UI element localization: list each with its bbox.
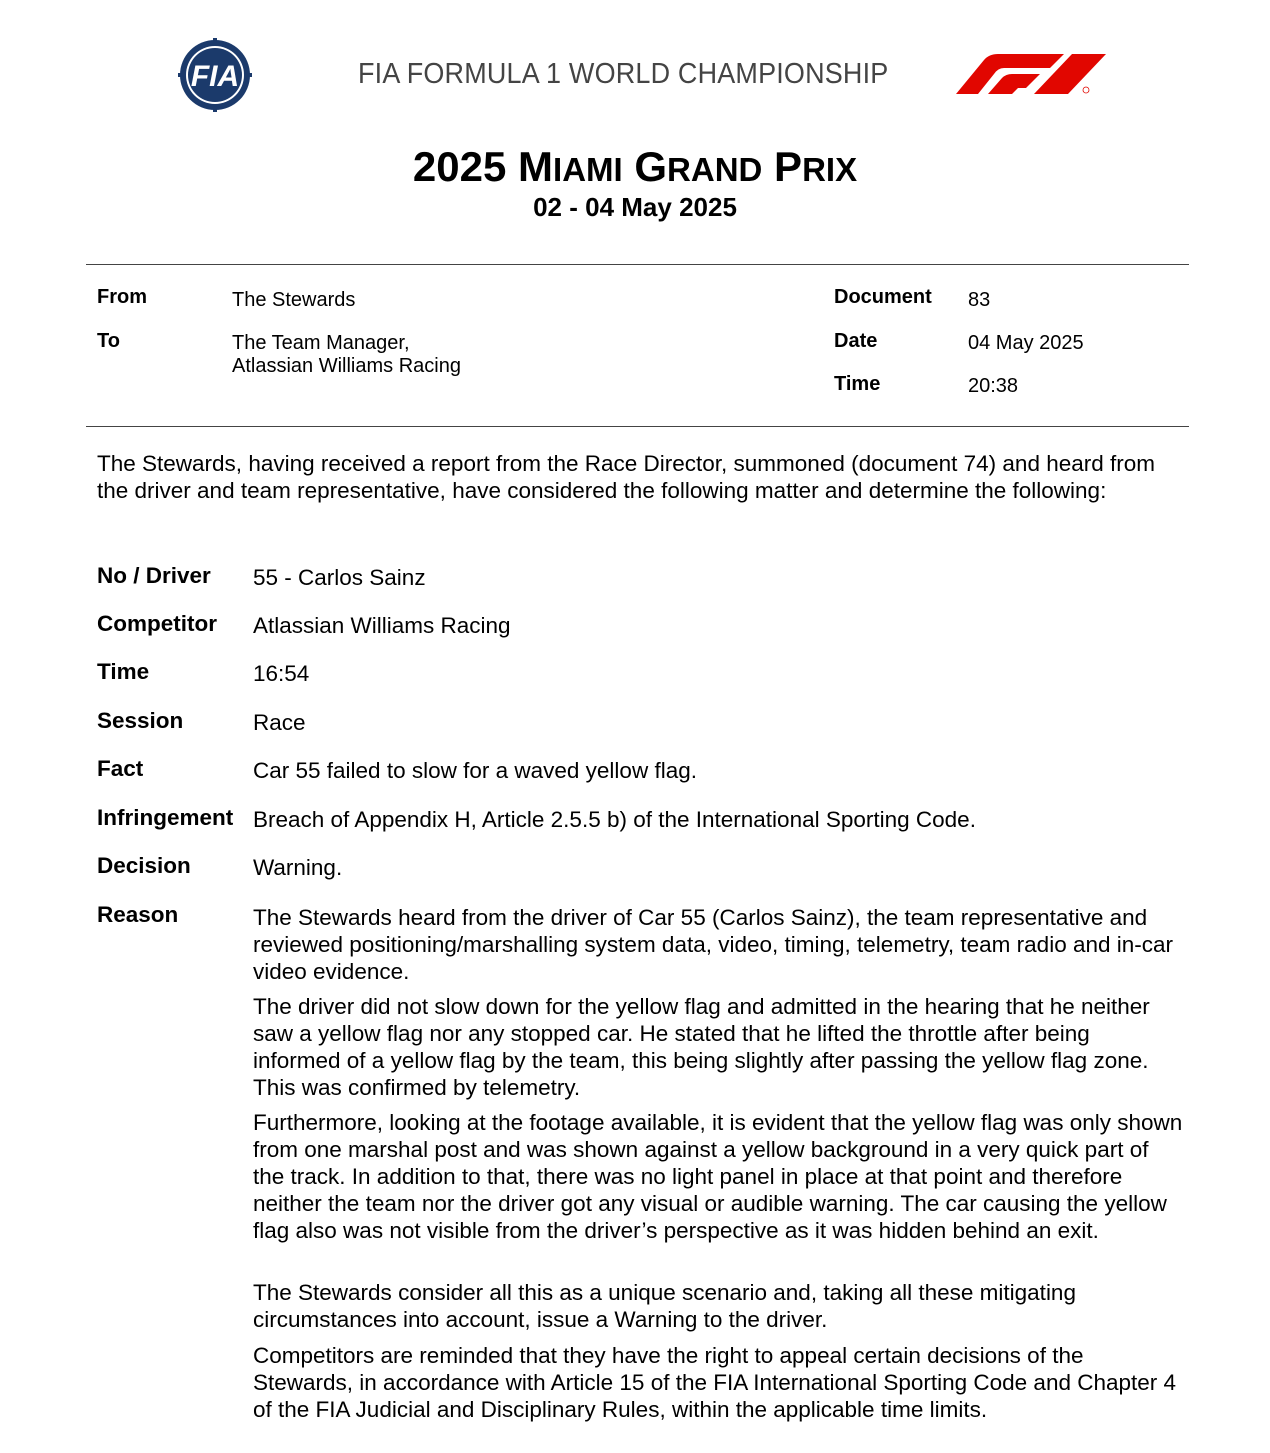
driver-value: 55 - Carlos Sainz <box>253 565 426 590</box>
date-value: 04 May 2025 <box>968 332 1084 354</box>
reason-label: Reason <box>97 902 179 927</box>
infringement-value: Breach of Appendix H, Article 2.5.5 b) of the International Sporting Code. <box>253 807 976 832</box>
divider-bottom <box>86 426 1189 427</box>
event-dates: 02 - 04 May 2025 <box>533 192 737 222</box>
fact-label: Fact <box>97 756 144 781</box>
reason-paragraph: The Stewards heard from the driver of Car 55 (Carlos Sainz), the team representative and reviewed positioning/marshalling system data, video, timing, telemetry, team radio and in-car video evidence. <box>253 905 1174 984</box>
to-value-line1: The Team Manager, <box>232 332 410 354</box>
time-value: 20:38 <box>968 375 1019 397</box>
to-value-line2: Atlassian Williams Racing <box>232 355 461 377</box>
reason-paragraph: The driver did not slow down for the yellow flag and admitted in the hearing that he neither saw a yellow flag nor any stopped car. He stated that he lifted the throttle after being informed of a yellow flag by the team, this being slightly after passing the yellow flag zone. This was confirmed by telemetry. <box>253 994 1150 1100</box>
svg-text:FIA: FIA <box>190 60 240 93</box>
session-value: Race <box>253 710 306 735</box>
reason-paragraph: Competitors are reminded that they have the right to appeal certain decisions of the Stewards, in accordance with Article 15 of the FIA International Sporting Code and Chapter 4 of the FIA Judicial and Disciplinary Rules, within the applicable time limits. <box>253 1343 1177 1422</box>
competitor-value: Atlassian Williams Racing <box>253 613 511 638</box>
infringement-label: Infringement <box>97 805 234 830</box>
competitor-label: Competitor <box>97 611 217 636</box>
event-title: 2025 MIAMI GRAND PRIX <box>412 143 858 190</box>
reason-paragraph: The Stewards consider all this as a unique scenario and, taking all these mitigating circumstances into account, issue a Warning to the driver. <box>253 1280 1076 1332</box>
decision-value: Warning. <box>253 855 343 880</box>
fia-logo <box>162 38 268 112</box>
decision-label: Decision <box>97 853 191 878</box>
f1-logo <box>956 52 1112 96</box>
from-value: The Stewards <box>232 289 356 311</box>
session-label: Session <box>97 708 184 733</box>
document-value: 83 <box>968 289 991 311</box>
to-label: To <box>97 330 120 352</box>
to-value <box>232 332 461 378</box>
driver-label: No / Driver <box>97 563 211 588</box>
intro-paragraph: The Stewards, having received a report from the Race Director, summoned (document 74) and heard from the driver and team representative, have considered the following matter and determine the following: <box>97 451 1156 503</box>
document-label: Document <box>834 286 932 308</box>
fact-value: Car 55 failed to slow for a waved yellow flag. <box>253 758 697 783</box>
championship-title: FIA FORMULA 1 WORLD CHAMPIONSHIP <box>358 58 889 90</box>
reason-paragraph: Furthermore, looking at the footage available, it is evident that the yellow flag was only shown from one marshal post and was shown against a yellow background in a very quick part of the track. In addition to that, there was no light panel in place at that point and therefore neither the team nor the driver got any visual or audible warning. The car causing the yellow flag also was not visible from the driver’s perspective as it was hidden behind an exit. <box>253 1110 1183 1243</box>
divider-top <box>86 264 1189 265</box>
time-label: Time <box>834 373 881 395</box>
date-label: Date <box>834 330 878 352</box>
incident-time-label: Time <box>97 659 150 684</box>
incident-time-value: 16:54 <box>253 661 310 686</box>
from-label: From <box>97 286 147 308</box>
